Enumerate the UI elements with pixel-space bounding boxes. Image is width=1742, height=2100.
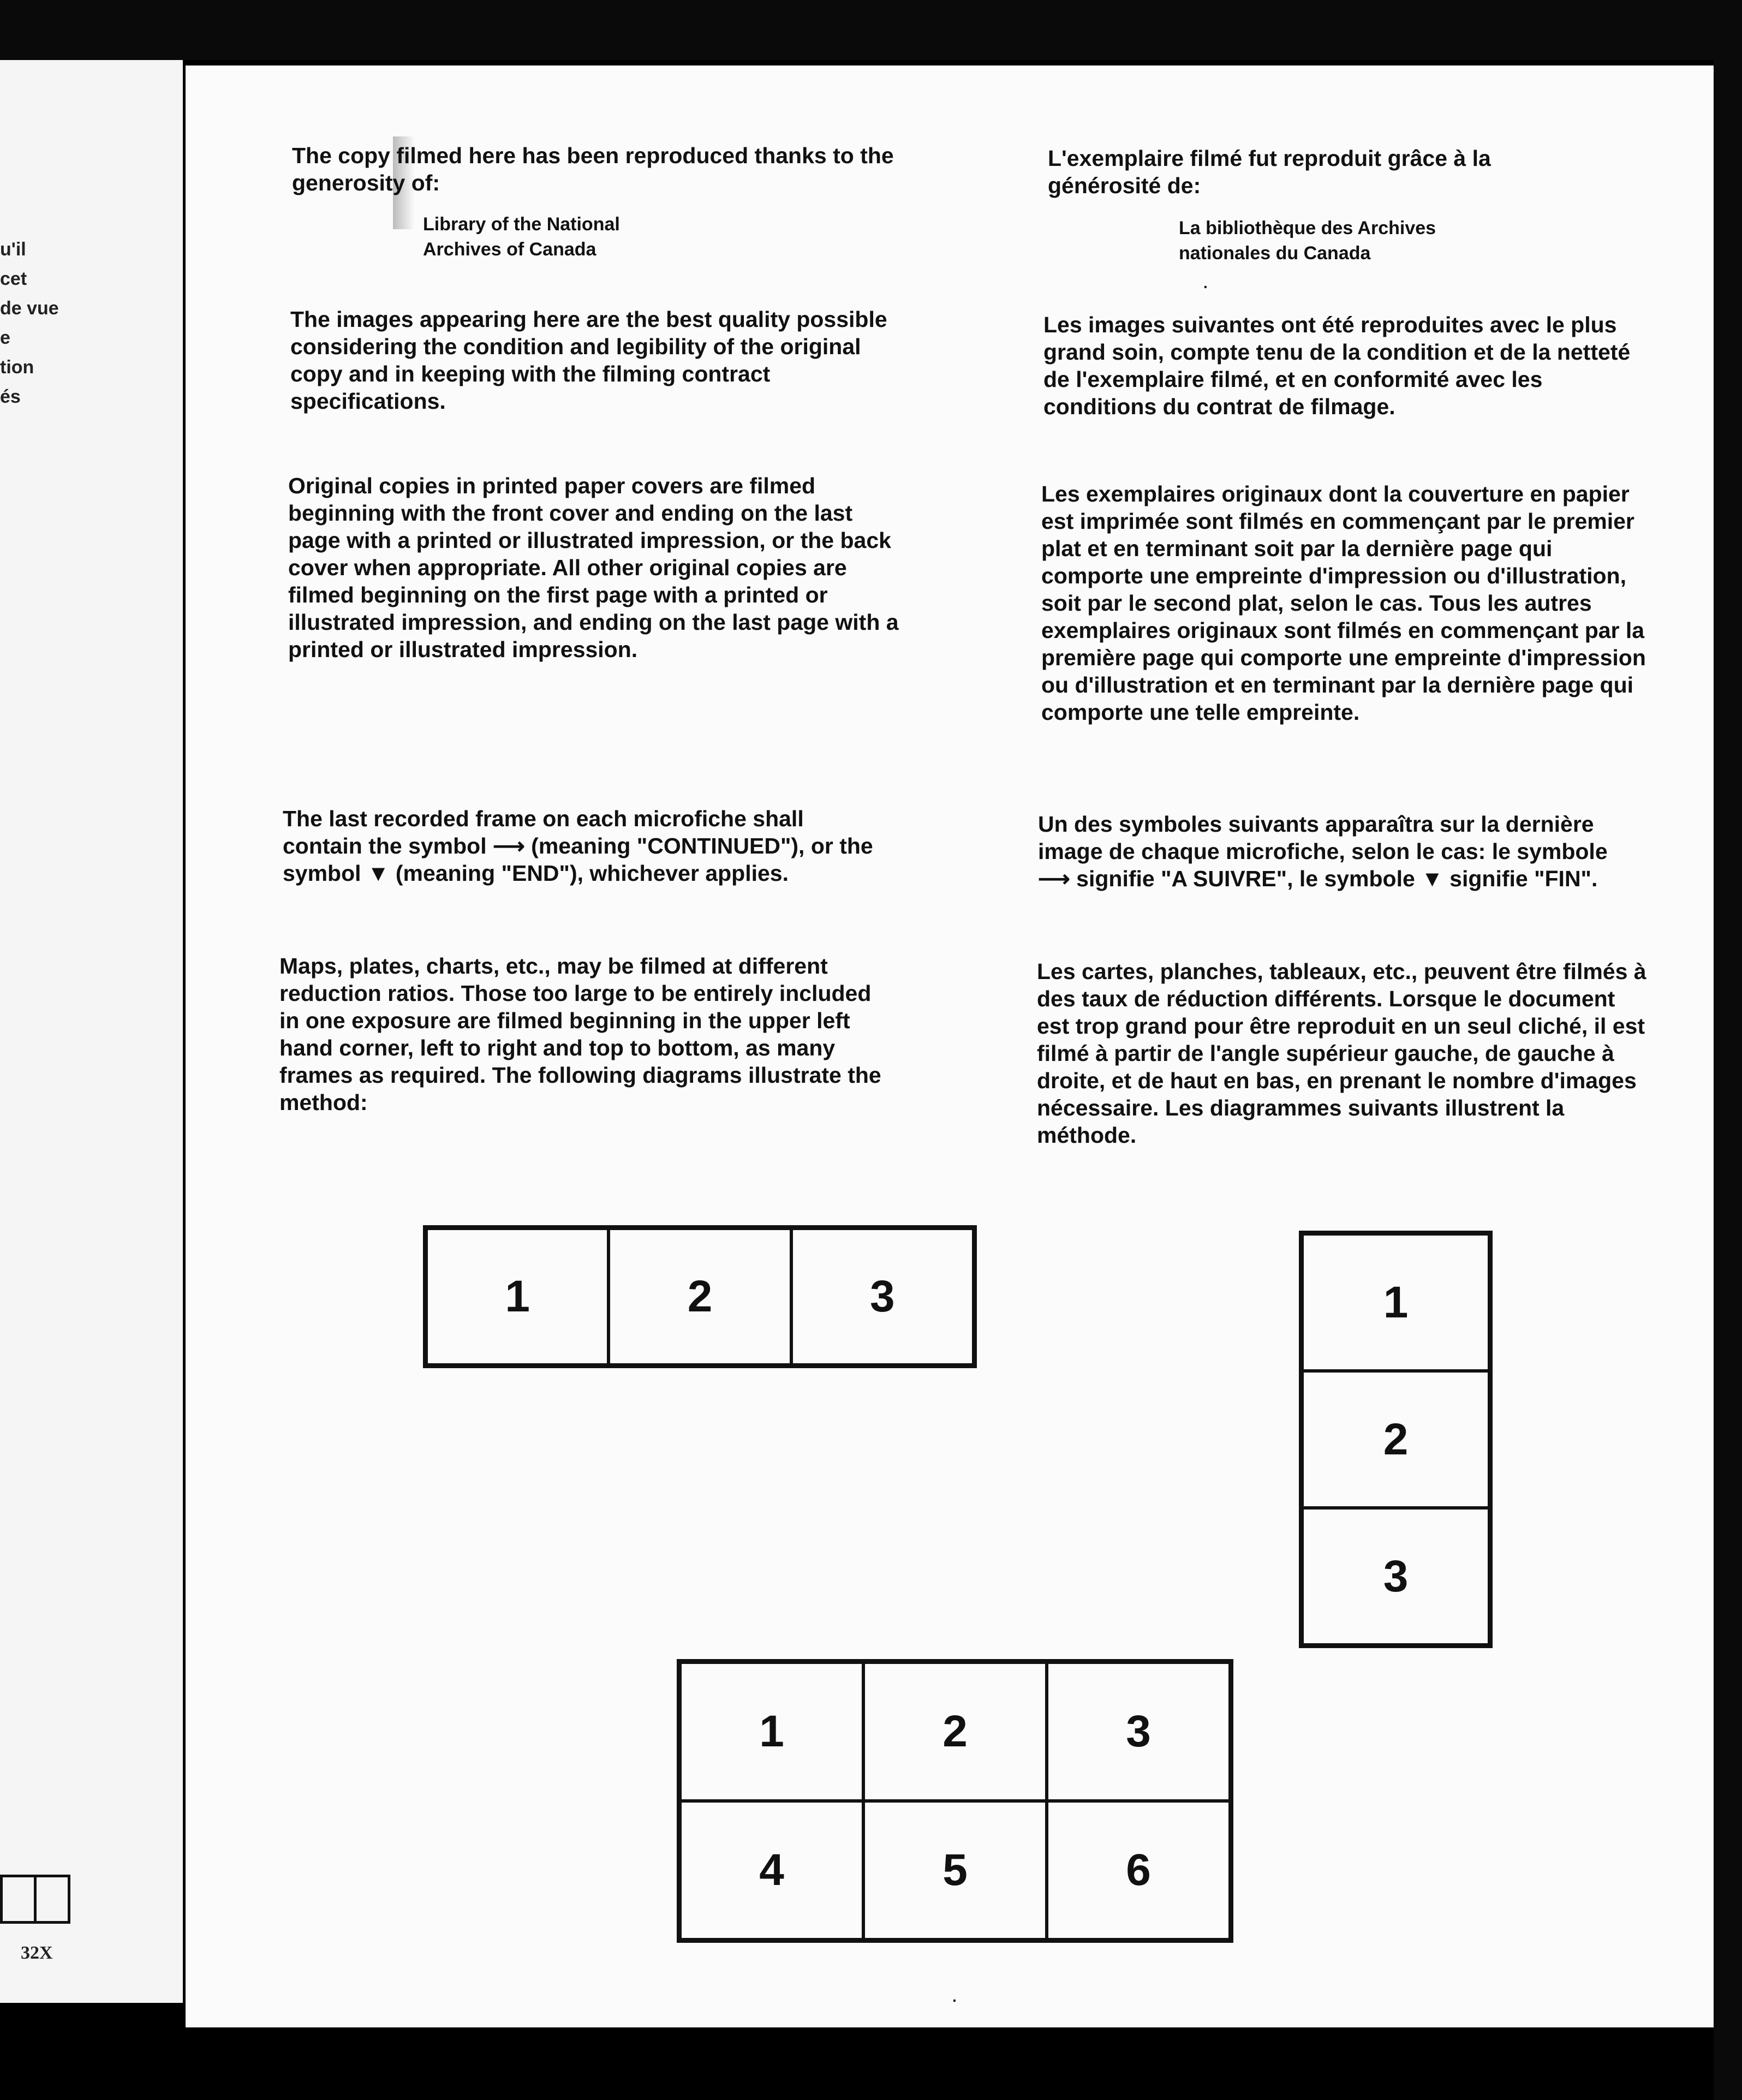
- en-library: Library of the National Archives of Canada: [423, 214, 620, 260]
- en-originals: Original copies in printed paper covers are filmed beginning with the front cover and ending on the last page with a printed or illustrated impression, or the back cover when appropriate. All other original copies are filmed beginning on the first page with a printed or illustrated impression, and ending on the last page with a printed or illustrated impression.: [288, 473, 899, 662]
- fr-library: La bibliothèque des Archives nationales du Canada: [1179, 218, 1436, 264]
- diagram-cell: 3: [791, 1228, 974, 1365]
- left-page: [0, 60, 183, 2003]
- fr-quality: Les images suivantes ont été reproduites avec le plus grand soin, compte tenu de la condition et de la netteté de l'exemplaire filmé, et en conformité avec les conditions du contrat de filmage.: [1043, 312, 1631, 419]
- diagram-cell: 2: [863, 1662, 1047, 1801]
- diagram-cell: 3: [1047, 1662, 1230, 1801]
- diagram-cell: 6: [1047, 1801, 1230, 1940]
- en-maps: Maps, plates, charts, etc., may be filmed at different reduction ratios. Those too large to be entirely included in one exposure are filmed beginning in the upper left hand corner, left to right and top to bottom, as many frames as required. The following diagrams illustrate the method:: [279, 953, 881, 1115]
- diagram-column: [1299, 1231, 1493, 1648]
- left-page-fragments: u'il cet de vue e tion és: [0, 239, 59, 407]
- diagram-row: [423, 1225, 977, 1368]
- fr-originals: Les exemplaires originaux dont la couverture en papier est imprimée sont filmés en commençant par le premier plat et en terminant soit par la dernière page qui comporte une empreinte d'impression ou d'illustration, soit par le second plat, selon le cas. Tous les autres exemplaires originaux sont filmés en commençant par la première page qui comporte une empreinte d'impression ou d'illustration et en terminant par la dernière page qui comporte une telle empreinte.: [1041, 481, 1646, 725]
- diagram-cell: 2: [608, 1228, 791, 1365]
- en-thanks: The copy filmed here has been reproduced thanks to the generosity of:: [292, 143, 894, 195]
- en-symbols: The last recorded frame on each microfiche shall contain the symbol ⟶ (meaning "CONTINUED"), or the symbol ▼ (meaning "END"), whichever applies.: [283, 806, 873, 886]
- en-quality: The images appearing here are the best quality possible considering the condition and legibility of the original copy and in keeping with the filming contract specifications.: [290, 307, 887, 414]
- scan-border-right: [1714, 0, 1742, 2100]
- diagram-cell: 4: [680, 1801, 863, 1940]
- fr-maps: Les cartes, planches, tableaux, etc., peuvent être filmés à des taux de réduction différents. Lorsque le document est trop grand pour être reproduit en un seul cliché, il est filmé à partir de l'angle supérieur gauche, de gauche à droite, et de haut en bas, en prenant le nombre d'images nécessaire. Les diagrammes suivants illustrent la méthode.: [1037, 959, 1646, 1148]
- diagram-cell: 1: [426, 1228, 608, 1365]
- diagram-cell: 1: [680, 1662, 863, 1801]
- fr-thanks: L'exemplaire filmé fut reproduit grâce à la générosité de:: [1048, 146, 1491, 198]
- left-page-boxes: [0, 1875, 74, 1924]
- fr-symbols: Un des symboles suivants apparaîtra sur la dernière image de chaque microfiche, selon le cas: le symbole ⟶ signifie "A SUIVRE", le symbole ▼ signifie "FIN".: [1038, 812, 1608, 891]
- dust-speck: ·: [952, 1992, 958, 2009]
- diagram-cell: 5: [863, 1801, 1047, 1940]
- diagram-cell: 1: [1302, 1234, 1489, 1371]
- diagram-cell: 3: [1302, 1508, 1489, 1645]
- diagram-grid: [677, 1659, 1233, 1943]
- ratio-label: 32X: [21, 1943, 53, 1963]
- right-page: [186, 65, 1714, 2027]
- scan-border-top: [0, 0, 1742, 60]
- dust-speck: ·: [1203, 278, 1209, 295]
- diagram-cell: 2: [1302, 1371, 1489, 1508]
